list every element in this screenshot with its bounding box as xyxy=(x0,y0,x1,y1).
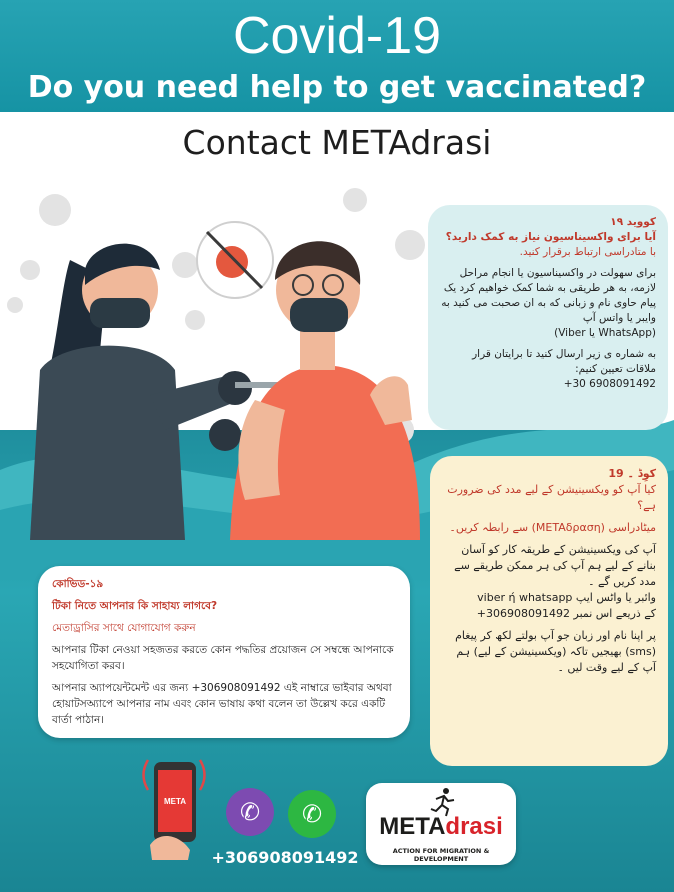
farsi-instruction: به شماره ی زیر ارسال کنید تا برایتان قرار ملاقات تعیین کنیم: xyxy=(472,348,656,375)
farsi-contact-line: با متادراسی ارتباط برقرار کنید. xyxy=(519,246,656,258)
farsi-apps: (WhatsApp یا Viber) xyxy=(554,327,656,339)
footer-phone-number: +306908091492 xyxy=(211,848,359,867)
bengali-instruction: আপনার অ্যাপয়েন্টমেন্ট এর জন্য +306908091492 এই নাম্বারে ভাইবার অথবা হোয়াটসঅ্যাপে আপনার নাম এবং কোন ভাষায় কথা বলেন তা উল্লেখ করে একটি বার্তা পাঠান। xyxy=(52,682,392,726)
urdu-paragraph: آپ کی ویکسینیشن کے طریقہ کار کو آسان بنانے کے لیے ہم آپ کی ہر ممکن طریقے سے مدد کریں گے ۔ xyxy=(454,543,656,588)
header-banner xyxy=(0,0,674,112)
urdu-apps: وائبر یا واٹس ایپ viber ή whatsapp xyxy=(477,591,656,604)
metadrasi-logo xyxy=(366,783,516,865)
phone-glyph-icon: ✆ xyxy=(239,798,261,826)
header-title: Covid-19 xyxy=(232,7,442,65)
phone-screen-text: META xyxy=(163,797,187,806)
smartphone-icon xyxy=(140,750,210,860)
logo-wordmark xyxy=(376,813,506,841)
urdu-info-card xyxy=(430,456,668,766)
chat-glyph-icon: ✆ xyxy=(301,800,323,828)
bengali-paragraph: আপনার টিকা নেওয়া সহজতর করতে কোন পদ্ধতির প্রয়োজন সে সম্বন্ধে আপনাকে সহযোগিতা করব। xyxy=(52,644,394,672)
urdu-number-line: کے ذریعے اس نمبر 306908091492+ xyxy=(476,607,656,620)
logo-drasi-text: drasi xyxy=(445,813,503,840)
whatsapp-icon xyxy=(288,790,336,838)
urdu-instruction: پر اپنا نام اور زبان جو آپ بولتے لکھ کر پیغام (sms) بھیجیں تاکہ (ویکسینیشن کے لیے) ہم آپ کے لیے وقت لیں ۔ xyxy=(455,629,656,674)
farsi-info-card xyxy=(428,205,668,430)
logo-tagline: ACTION FOR MIGRATION & DEVELOPMENT xyxy=(392,847,490,863)
farsi-question: آیا برای واکسیناسیون نیاز به کمک دارید؟ xyxy=(445,231,656,243)
viber-icon xyxy=(226,788,274,836)
header-subtitle: Do you need help to get vaccinated? xyxy=(27,70,647,105)
urdu-contact-line: میٹادراسی (METAδραση) سے رابطہ کریں۔ xyxy=(449,521,656,534)
bengali-title: কোভিড-১৯ xyxy=(52,578,104,590)
vaccination-illustration xyxy=(0,170,470,540)
bengali-question: টিকা নিতে আপনার কি সাহায্য লাগবে? xyxy=(52,600,218,612)
urdu-title: کوِڈ ۔ 19 xyxy=(608,467,656,480)
contact-heading: Contact METAdrasi xyxy=(182,123,492,162)
logo-meta-text: META xyxy=(379,813,446,840)
farsi-phone: +30 6908091492 xyxy=(563,378,656,390)
farsi-paragraph: برای سهولت در واکسیناسیون یا انجام مراحل لازمه، به هر طریقی به شما کمک خواهیم کرد یک پیام حاوی نام و زبانی که به ان صحبت می کنید به وایبر یا واتس آپ xyxy=(441,267,656,324)
bengali-contact-line: মেতাড্রাসির সাথে যোগাযোগ করুন xyxy=(52,622,196,634)
bengali-info-card xyxy=(38,566,410,738)
urdu-question: کیا آپ کو ویکسینیشن کے لیے مدد کی ضرورت ہے؟ xyxy=(447,483,656,512)
farsi-title: کووید ۱۹ xyxy=(610,216,656,228)
